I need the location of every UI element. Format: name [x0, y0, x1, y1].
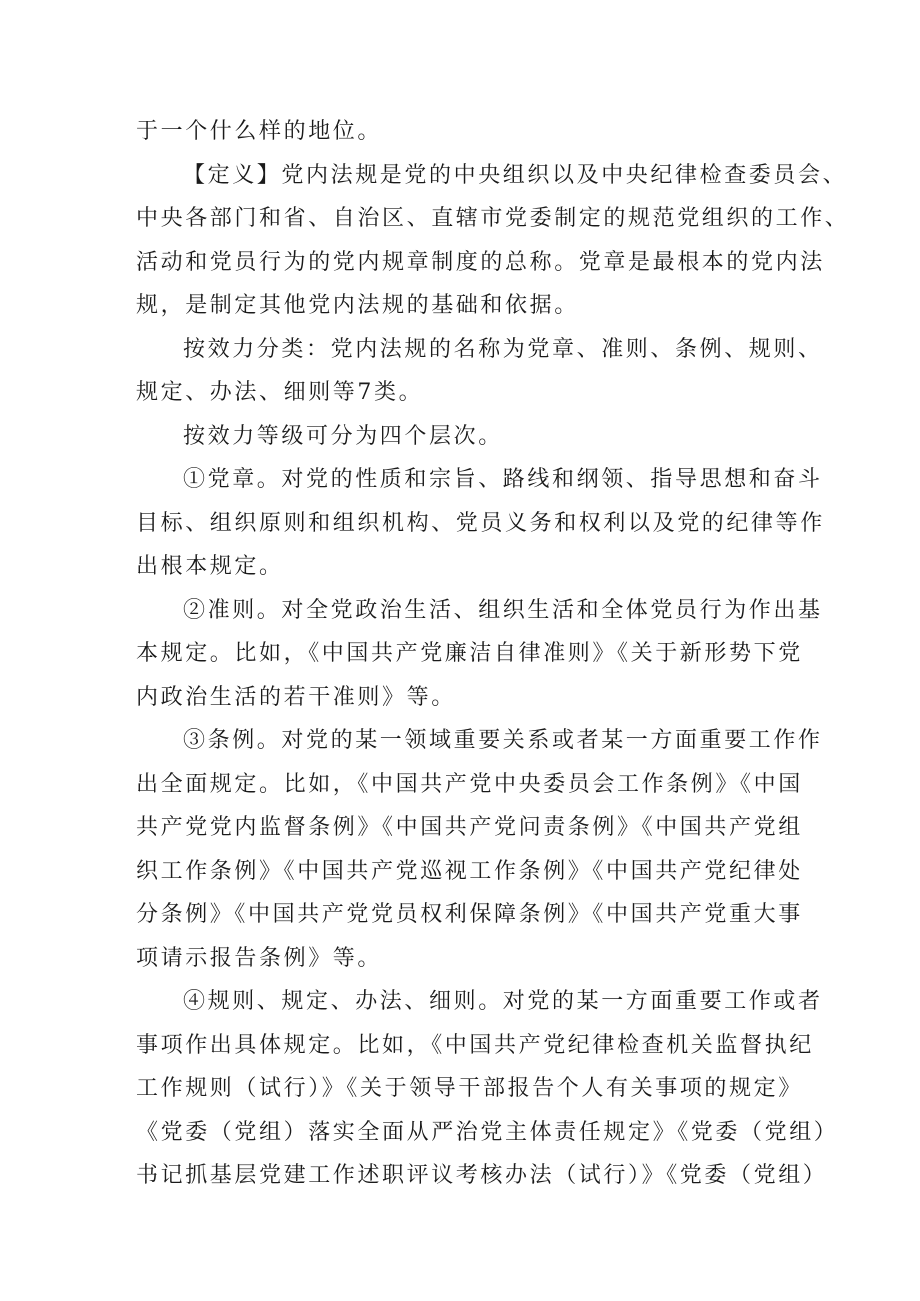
text-line: ④规则、规定、办法、细则。对党的某一方面重要工作或者: [183, 989, 823, 1014]
text-line: 目标、组织原则和组织机构、党员义务和权利以及党的纪律等作: [136, 510, 825, 536]
text-line: ②准则。对全党政治生活、组织生活和全体党员行为作出基: [183, 597, 823, 623]
text-line: 项请示报告条例》等。: [136, 945, 383, 971]
text-line: 规定、办法、细则等7类。: [136, 380, 424, 405]
text-line: 按效力分类：党内法规的名称为党章、准则、条例、规则、: [183, 336, 823, 362]
text-line: 内政治生活的若干准则》等。: [136, 684, 456, 710]
text-line: 事项作出具体规定。比如，《中国共产党纪律检查机关监督执纪: [136, 1032, 814, 1058]
text-line: 工作规则（试行）》《关于领导干部报告个人有关事项的规定》: [136, 1076, 803, 1101]
text-line: 活动和党员行为的党内规章制度的总称。党章是最根本的党内法: [136, 249, 825, 275]
text-line: 按效力等级可分为四个层次。: [183, 423, 503, 449]
text-line: 规，是制定其他党内法规的基础和依据。: [136, 293, 579, 318]
text-line: 中央各部门和省、自治区、直辖市党委制定的规范党组织的工作、: [136, 206, 850, 231]
text-line: ③条例。对党的某一领域重要关系或者某一方面重要工作作: [183, 728, 823, 753]
text-line: 本规定。比如，《中国共产党廉洁自律准则》《关于新形势下党: [136, 641, 803, 666]
text-line: 织工作条例》《中国共产党巡视工作条例》《中国共产党纪律处: [136, 858, 803, 884]
text-line: 出根本规定。: [136, 554, 284, 579]
text-line-definition: 【定义】党内法规是党的中央组织以及中央纪律检查委员会、: [183, 162, 848, 188]
text-line: 于一个什么样的地位。: [136, 119, 383, 144]
text-line: ①党章。对党的性质和宗旨、路线和纲领、指导思想和奋斗: [183, 467, 823, 492]
text-line: 共产党党内监督条例》《中国共产党问责条例》《中国共产党组: [136, 815, 803, 840]
text-line: 《党委（党组）落实全面从严治党主体责任规定》《党委（党组）: [136, 1119, 839, 1145]
text-line: 出全面规定。比如，《中国共产党中央委员会工作条例》《中国: [136, 771, 803, 797]
text-line: 分条例》《中国共产党党员权利保障条例》《中国共产党重大事: [136, 902, 803, 927]
body-text: [136, 110, 850, 1198]
text-line: 书记抓基层党建工作述职评议考核办法（试行）》《党委（党组）: [136, 1163, 828, 1188]
